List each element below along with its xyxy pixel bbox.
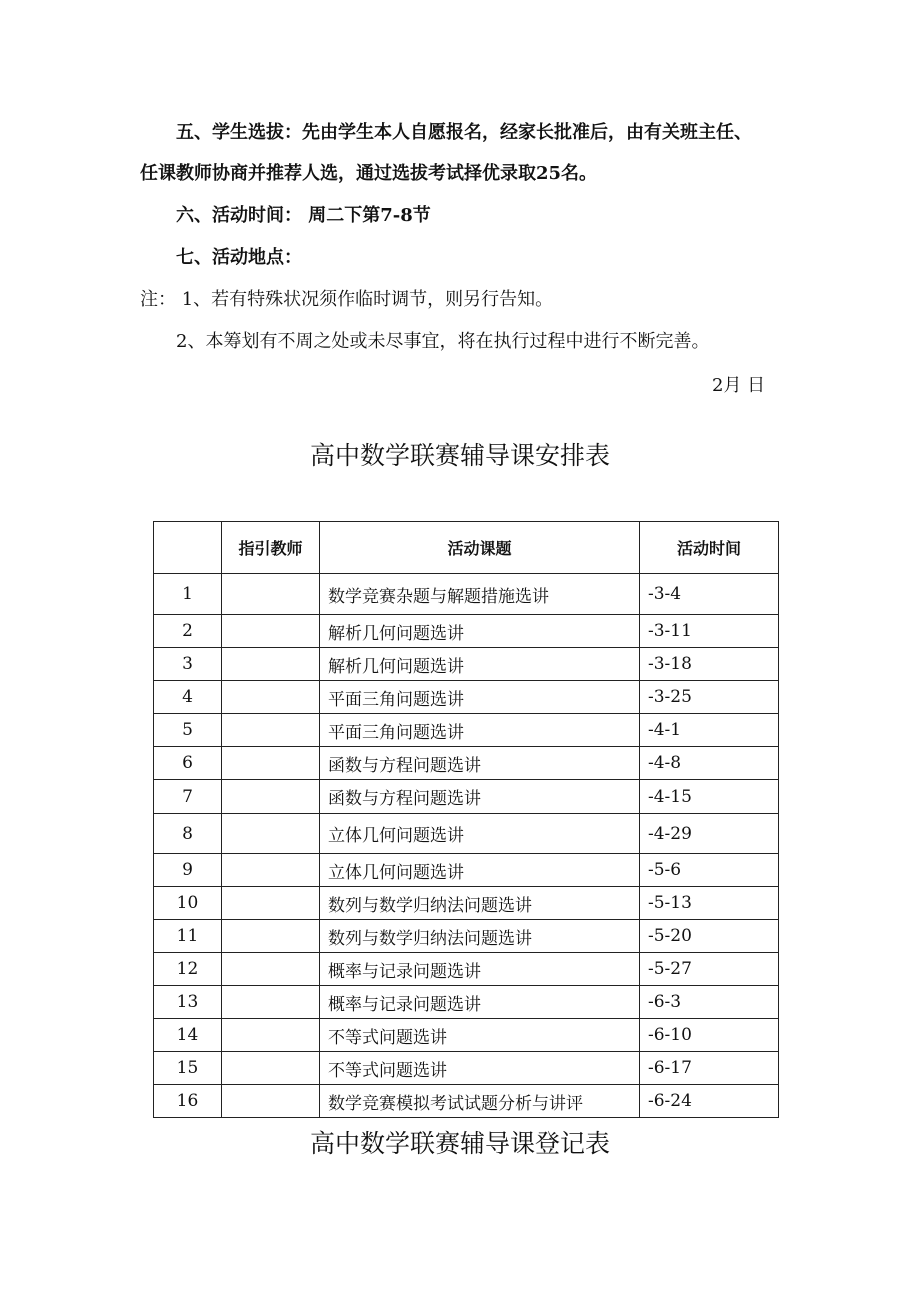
- row-number-cell: 5: [154, 714, 222, 747]
- teacher-cell: [222, 747, 320, 780]
- topic-cell: 函数与方程问题选讲: [320, 747, 640, 780]
- table-row: [154, 648, 779, 681]
- row-number-cell: 6: [154, 747, 222, 780]
- row-number-cell: 3: [154, 648, 222, 681]
- time-cell: -5-20: [640, 920, 779, 953]
- teacher-cell: [222, 854, 320, 887]
- register-title: 高中数学联赛辅导课登记表: [309, 1129, 610, 1158]
- table-row: [154, 1052, 779, 1085]
- section5-line2: 任课教师协商并推荐人选，通过选拔考试择优录取25名。: [140, 163, 598, 184]
- schedule-header-row: [154, 522, 779, 574]
- time-cell: -3-18: [640, 648, 779, 681]
- row-number-cell: 10: [154, 887, 222, 920]
- table-row: [154, 681, 779, 714]
- topic-cell: 数列与数学归纳法问题选讲: [320, 920, 640, 953]
- time-cell: -4-1: [640, 714, 779, 747]
- time-cell: -6-17: [640, 1052, 779, 1085]
- section6-activity-time: 六、活动时间： 周二下第7-8节: [176, 205, 431, 226]
- section5-line1: 五、学生选拔：先由学生本人自愿报名，经家长批准后，由有关班主任、: [176, 122, 752, 143]
- topic-cell: 不等式问题选讲: [320, 1052, 640, 1085]
- time-cell: -6-3: [640, 986, 779, 1019]
- schedule-table: [153, 521, 779, 1118]
- header-topic: 活动课题: [320, 522, 640, 574]
- header-teacher: 指引教师: [222, 522, 320, 574]
- row-number-cell: 16: [154, 1085, 222, 1118]
- time-cell: -5-6: [640, 854, 779, 887]
- topic-cell: 函数与方程问题选讲: [320, 780, 640, 814]
- topic-cell: 数列与数学归纳法问题选讲: [320, 887, 640, 920]
- teacher-cell: [222, 814, 320, 854]
- row-number-cell: 13: [154, 986, 222, 1019]
- table-row: [154, 714, 779, 747]
- topic-cell: 平面三角问题选讲: [320, 714, 640, 747]
- section7-activity-location: 七、活动地点：: [176, 247, 302, 268]
- teacher-cell: [222, 986, 320, 1019]
- table-row: [154, 887, 779, 920]
- note-2: 2、本筹划有不周之处或未尽事宜，将在执行过程中进行不断完善。: [176, 331, 710, 352]
- topic-cell: 解析几何问题选讲: [320, 615, 640, 648]
- teacher-cell: [222, 920, 320, 953]
- table-row: [154, 574, 779, 615]
- row-number-cell: 9: [154, 854, 222, 887]
- row-number-cell: 12: [154, 953, 222, 986]
- teacher-cell: [222, 780, 320, 814]
- time-cell: -6-10: [640, 1019, 779, 1052]
- header-no: [154, 522, 222, 574]
- teacher-cell: [222, 648, 320, 681]
- topic-cell: 不等式问题选讲: [320, 1019, 640, 1052]
- row-number-cell: 15: [154, 1052, 222, 1085]
- table-row: [154, 953, 779, 986]
- topic-cell: 数学竞赛杂题与解题措施选讲: [320, 574, 640, 615]
- table-row: [154, 1085, 779, 1118]
- topic-cell: 立体几何问题选讲: [320, 854, 640, 887]
- topic-cell: 立体几何问题选讲: [320, 814, 640, 854]
- teacher-cell: [222, 1019, 320, 1052]
- row-number-cell: 4: [154, 681, 222, 714]
- schedule-title: 高中数学联赛辅导课安排表: [309, 441, 610, 470]
- teacher-cell: [222, 1052, 320, 1085]
- table-row: [154, 615, 779, 648]
- row-number-cell: 14: [154, 1019, 222, 1052]
- teacher-cell: [222, 615, 320, 648]
- time-cell: -4-29: [640, 814, 779, 854]
- topic-cell: 解析几何问题选讲: [320, 648, 640, 681]
- row-number-cell: 1: [154, 574, 222, 615]
- teacher-cell: [222, 887, 320, 920]
- header-time: 活动时间: [640, 522, 779, 574]
- teacher-cell: [222, 714, 320, 747]
- time-cell: -3-4: [640, 574, 779, 615]
- row-number-cell: 7: [154, 780, 222, 814]
- date-line: 2月 日: [712, 375, 766, 396]
- teacher-cell: [222, 1085, 320, 1118]
- table-row: [154, 854, 779, 887]
- table-row: [154, 747, 779, 780]
- note-1: 注： 1、若有特殊状况须作临时调节，则另行告知。: [140, 289, 554, 310]
- time-cell: -6-24: [640, 1085, 779, 1118]
- teacher-cell: [222, 953, 320, 986]
- topic-cell: 概率与记录问题选讲: [320, 953, 640, 986]
- time-cell: -4-8: [640, 747, 779, 780]
- row-number-cell: 2: [154, 615, 222, 648]
- table-row: [154, 780, 779, 814]
- time-cell: -3-25: [640, 681, 779, 714]
- topic-cell: 平面三角问题选讲: [320, 681, 640, 714]
- time-cell: -4-15: [640, 780, 779, 814]
- table-row: [154, 920, 779, 953]
- time-cell: -5-13: [640, 887, 779, 920]
- teacher-cell: [222, 681, 320, 714]
- table-row: [154, 1019, 779, 1052]
- topic-cell: 数学竞赛模拟考试试题分析与讲评: [320, 1085, 640, 1118]
- row-number-cell: 11: [154, 920, 222, 953]
- time-cell: -5-27: [640, 953, 779, 986]
- teacher-cell: [222, 574, 320, 615]
- table-row: [154, 986, 779, 1019]
- topic-cell: 概率与记录问题选讲: [320, 986, 640, 1019]
- table-row: [154, 814, 779, 854]
- time-cell: -3-11: [640, 615, 779, 648]
- row-number-cell: 8: [154, 814, 222, 854]
